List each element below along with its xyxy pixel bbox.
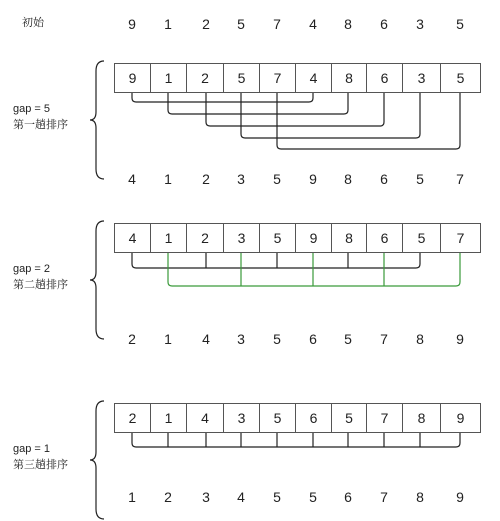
array-cell: 5 [259,223,296,253]
initial-label: 初始 [22,17,44,29]
result-value: 7 [456,171,464,187]
array-cell: 5 [223,63,260,93]
pair-bracket [206,93,384,126]
array-cell: 3 [223,403,260,433]
gap-label: gap = 2 [13,263,51,275]
array-cell: 5 [331,403,367,433]
group-bracket-odd [168,253,460,286]
result-value: 7 [380,331,388,347]
pair-bracket [241,93,420,138]
array-cell: 1 [150,63,187,93]
array-cell: 2 [186,63,224,93]
result-value: 9 [456,331,464,347]
array-cell: 7 [440,223,481,253]
result-value: 5 [273,171,281,187]
result-value: 5 [273,331,281,347]
result-value: 4 [202,331,210,347]
result-value: 6 [344,489,352,505]
result-value: 2 [164,489,172,505]
array-cell: 6 [366,223,403,253]
result-value: 5 [273,489,281,505]
result-value: 4 [237,489,245,505]
result-value: 3 [237,331,245,347]
pass-brace [90,401,104,519]
array-cell: 3 [223,223,260,253]
result-value: 2 [128,331,136,347]
gap-label: gap = 5 [13,103,51,115]
array-cell: 8 [331,63,367,93]
initial-value: 4 [309,16,317,32]
array-cell: 9 [295,223,332,253]
array-cell: 2 [186,223,224,253]
pass-label: 第一趟排序 [13,119,68,131]
initial-value: 2 [202,16,210,32]
array-cell: 1 [150,223,187,253]
array-cell: 4 [114,223,151,253]
result-value: 7 [380,489,388,505]
result-value: 8 [344,171,352,187]
initial-value: 7 [273,16,281,32]
initial-value: 3 [416,16,424,32]
pass-brace [90,61,104,179]
pass-label: 第三趟排序 [13,459,68,471]
result-value: 6 [309,331,317,347]
result-value: 5 [309,489,317,505]
result-value: 1 [128,489,136,505]
initial-value: 8 [344,16,352,32]
array-cell: 4 [186,403,224,433]
result-value: 1 [164,171,172,187]
result-value: 2 [202,171,210,187]
result-value: 3 [237,171,245,187]
result-value: 5 [344,331,352,347]
result-value: 8 [416,489,424,505]
array-cell: 5 [259,403,296,433]
array-cell: 3 [402,63,441,93]
array-cell: 7 [259,63,296,93]
initial-value: 5 [456,16,464,32]
pair-bracket [168,93,348,114]
pass-label: 第二趟排序 [13,279,68,291]
initial-value: 5 [237,16,245,32]
pair-bracket [132,93,313,102]
pass-brace [90,221,104,339]
result-value: 6 [380,171,388,187]
array-cell: 8 [402,403,441,433]
gap-label: gap = 1 [13,443,51,455]
array-cell: 4 [295,63,332,93]
result-value: 9 [309,171,317,187]
array-cell: 8 [331,223,367,253]
result-value: 9 [456,489,464,505]
group-bracket-even [132,253,420,268]
array-cell: 7 [366,403,403,433]
result-value: 3 [202,489,210,505]
array-cell: 1 [150,403,187,433]
result-value: 1 [164,331,172,347]
result-value: 5 [416,171,424,187]
initial-value: 6 [380,16,388,32]
result-value: 8 [416,331,424,347]
array-cell: 6 [295,403,332,433]
initial-value: 9 [128,16,136,32]
array-cell: 9 [114,63,151,93]
array-cell: 2 [114,403,151,433]
group-bracket-all [132,433,460,447]
result-value: 4 [128,171,136,187]
array-cell: 6 [366,63,403,93]
array-cell: 9 [440,403,481,433]
array-cell: 5 [440,63,481,93]
initial-value: 1 [164,16,172,32]
array-cell: 5 [402,223,441,253]
